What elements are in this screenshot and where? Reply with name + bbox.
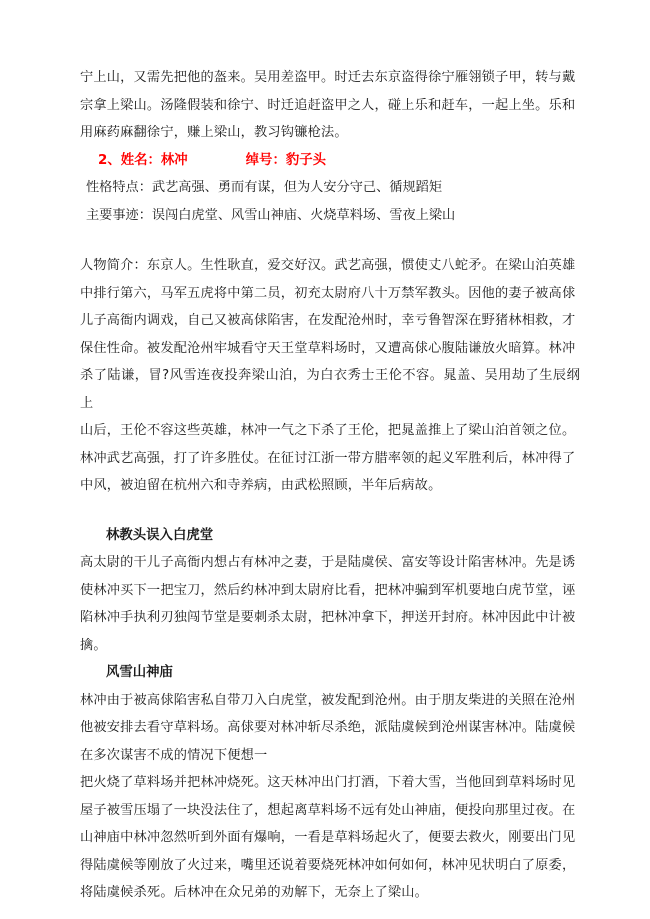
bio-line-1: 人物简介：东京人。生性耿直，爱交好汉。武艺高强，惯使丈八蛇矛。在梁山泊英雄 bbox=[80, 258, 576, 273]
story-title-mountain-temple: 风雪山神庙 bbox=[106, 665, 173, 680]
story2-line-6: 山神庙中林冲忽然听到外面有爆响，一看是草料场起火了，便要去救火，刚要出门见 bbox=[80, 830, 576, 845]
story1-line-3: 陷林冲手执利刃独闯节堂是要刺杀太尉，把林冲拿下，押送开封府。林冲因此中计被 bbox=[80, 610, 576, 625]
document-page bbox=[80, 64, 580, 907]
bio-line-3: 儿子高衙内调戏，自己又被高俅陷害，在发配沧州时，幸亏鲁智深在野猪林相救，才 bbox=[80, 313, 576, 328]
story2-line-4: 把火烧了草料场并把林冲烧死。这天林冲出门打酒，下着大雪，当他回到草料场时见 bbox=[80, 775, 576, 790]
main-events: 主要事迹：误闯白虎堂、风雪山神庙、火烧草料场、雪夜上梁山 bbox=[86, 207, 456, 223]
story2-line-2: 他被安排去看守草料场。高俅要对林冲斩尽杀绝，派陆虞候到沧州谋害林冲。陆虞候 bbox=[80, 720, 576, 735]
intro-line-2: 宗拿上梁山。汤隆假装和徐宁、时迁追赶盗甲之人，碰上乐和赶车，一起上坐。乐和 bbox=[80, 97, 576, 113]
intro-line-3: 用麻药麻翻徐宁，赚上梁山，教习钩镰枪法。 bbox=[80, 125, 348, 140]
bio-line-5: 杀了陆谦，冒?风雪连夜投奔梁山泊，为白衣秀士王伦不容。晁盖、吴用劫了生辰纲上 bbox=[80, 368, 580, 411]
section-heading bbox=[80, 147, 580, 175]
story2-line-7: 得陆虞候等刚放了火过来，嘴里还说着要烧死林冲如何如何，林冲见状明白了原委， bbox=[80, 857, 576, 873]
bio-line-4: 保住性命。被发配沧州牢城看守天王堂草料场时，又遭高俅心腹陆谦放火暗算。林冲 bbox=[80, 340, 576, 356]
character-name: 2、姓名：林冲 bbox=[98, 152, 188, 168]
spacer bbox=[80, 229, 580, 252]
bio-line-6: 山后，王伦不容这些英雄，林冲一气之下杀了王伦，把晁盖推上了梁山泊首领之位。 bbox=[80, 423, 576, 438]
intro-line-1: 宁上山，又需先把他的盔来。吴用差盗甲。时迁去东京盗得徐宁雁翎锁子甲，转与戴 bbox=[80, 70, 576, 85]
story1-line-2: 使林冲买下一把宝刀，然后约林冲到太尉府比看，把林冲骗到军机要地白虎节堂，诬 bbox=[80, 582, 576, 598]
bio-line-2: 中排行第六，马军五虎将中第二员，初充太尉府八十万禁军教头。因他的妻子被高俅 bbox=[80, 285, 576, 301]
personality-traits: 性格特点：武艺高强、勇而有谋，但为人安分守己、循规蹈矩 bbox=[86, 180, 443, 195]
story1-line-4: 擒。 bbox=[80, 637, 107, 653]
character-nickname: 绰号：豹子头 bbox=[245, 152, 327, 168]
story2-line-8: 将陆虞候杀死。后林冲在众兄弟的劝解下，无奈上了梁山。 bbox=[80, 885, 429, 900]
spacer bbox=[80, 500, 580, 522]
story-title-white-tiger-hall: 林教头误入白虎堂 bbox=[106, 527, 214, 543]
bio-line-7: 林冲武艺高强，打了许多胜仗。在征讨江浙一带方腊率领的起义军胜利后，林冲得了 bbox=[80, 450, 576, 466]
bio-line-8: 中风，被迫留在杭州六和寺养病，由武松照顾，半年后病故。 bbox=[80, 478, 442, 493]
story2-line-1: 林冲由于被高俅陷害私自带刀入白虎堂，被发配到沧州。由于朋友柴进的关照在沧州 bbox=[80, 692, 576, 708]
story2-line-3: 在多次谋害不成的情况下便想一 bbox=[80, 747, 268, 763]
story2-line-5: 屋子被雪压塌了一块没法住了，想起离草料场不远有处山神庙，便投向那里过夜。在 bbox=[80, 802, 576, 818]
story1-line-1: 高太尉的干儿子高衙内想占有林冲之妻，于是陆虞侯、富安等设计陷害林冲。先是诱 bbox=[80, 555, 576, 570]
